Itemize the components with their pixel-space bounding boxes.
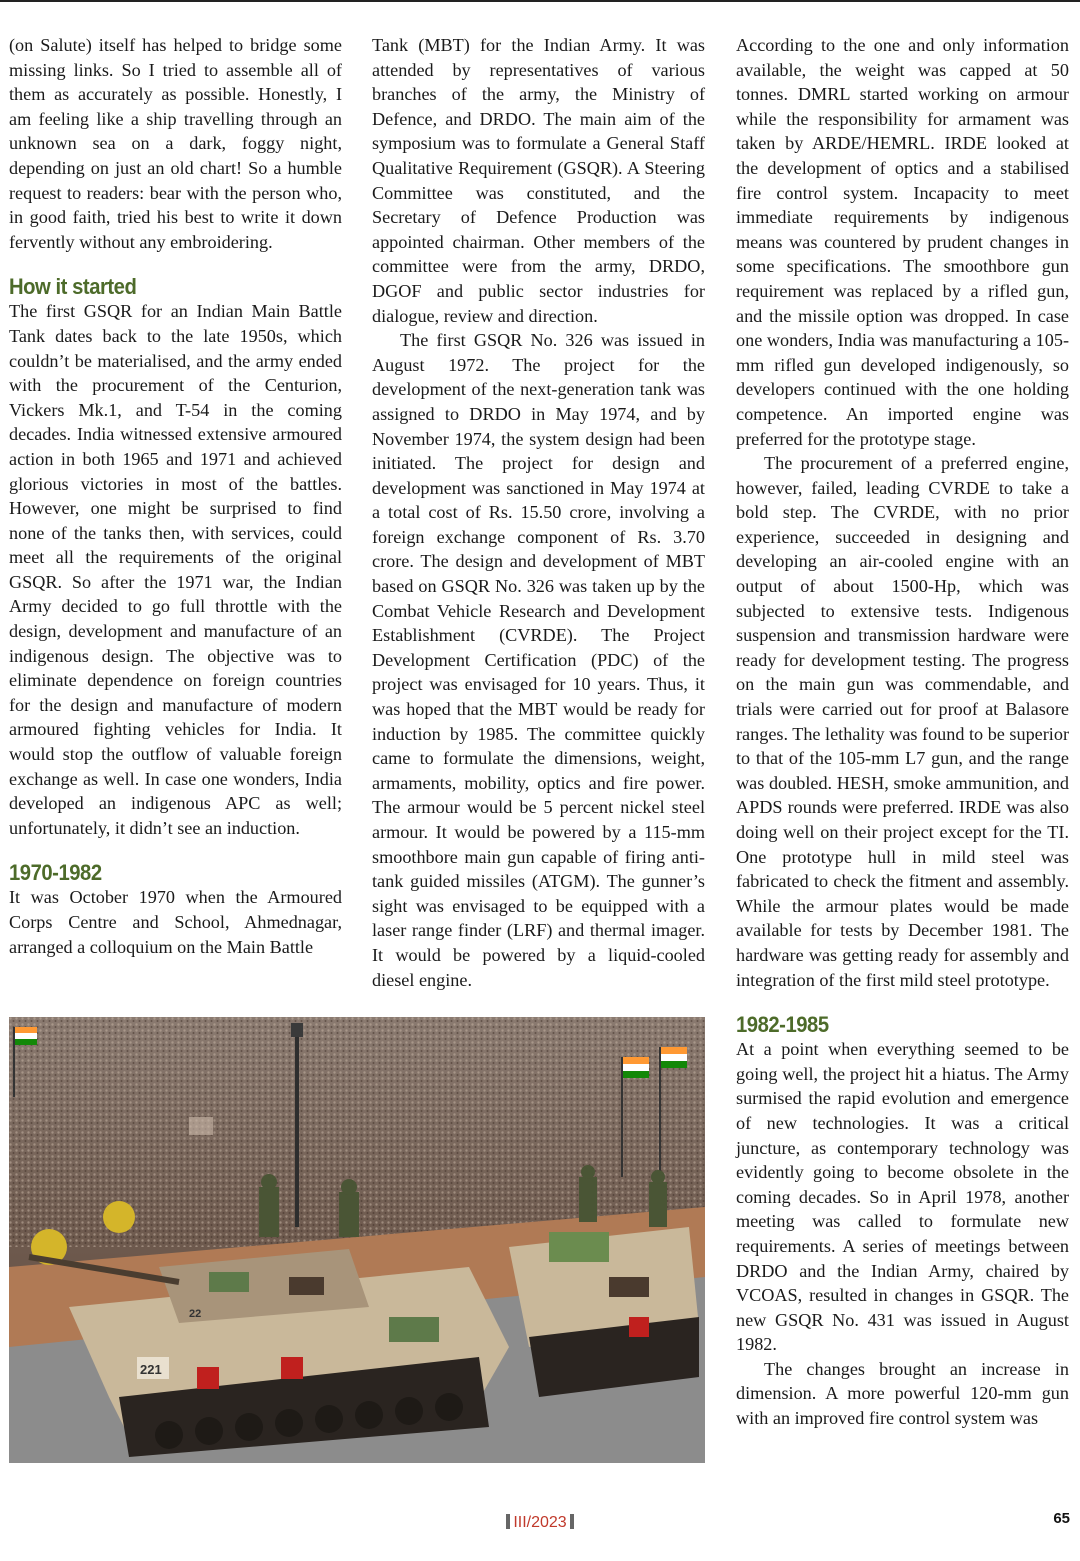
tank-number-221: 221 [140, 1362, 162, 1377]
column-1 [9, 33, 342, 959]
issue-label [0, 1514, 1080, 1532]
page-number: 65 [1053, 1510, 1070, 1527]
tank-parade-photo [9, 1017, 705, 1463]
symposium-paragraph: Tank (MBT) for the Indian Army. It was attended by representatives of various branches of the army, the Ministry of Defence, and DRDO. The main aim of the symposium was to formulate a General Staff Qualitative Requirement (GSQR). A Steering Committee was constituted, and the Secretary of Defence Production was appointed chairman. Other members of the committee were from the army, DRDO, DGOF and public sector industries for dialogue, review and direction. [372, 35, 705, 326]
section-heading-1970-1982: 1970-1982 [9, 860, 102, 886]
engine-paragraph: The procurement of a preferred engine, however, failed, leading CVRDE to take a bold step. The CVRDE, with no prior experience, succeeded in designing and developing an air-cooled engine with an output of about 1500-Hp, which was subjected to extensive tests. Indigenous suspension and transmission hardware were ready for development testing. The progress on the main gun was commendable, and trials were carried out for proof at Balasore ranges. The lethality was found to be superior to that of the 105-mm L7 gun, and the range was doubled. HESH, smoke ammunition, and APDS rounds were preferred. IRDE was also doing well on their project except for the TI. One prototype hull in mild steel was fabricated to check the fitment and assembly. While the armour plates would be made available for tests by December 1981. The hardware was getting ready for assembly and integration of the first mild steel prototype. [736, 453, 1070, 990]
how-it-started-paragraph: The first GSQR for an Indian Main Battle Tank dates back to the late 1950s, which couldn’t be materialised, and the army ended with the procurement of the Centurion, Vickers Mk.1, and T-54 in the coming decades. India witnessed extensive armoured action in both 1965 and 1971 and achieved glorious victories in most of the battles. However, one might be surprised to find none of the tanks then, with services, could meet all the requirements of the original GSQR. So after the 1971 war, the Indian Army decided to go full throttle with the design, development and manufacture of an indigenous design. The objective was to eliminate dependence on foreign countries for the design and manufacture of modern armoured fighting vehicles for India. It would stop the outflow of valuable foreign exchange as well. In case one wonders, India developed an indigenous APC as well; unfortunately, it didn’t see an induction. [9, 301, 342, 838]
tank-second [509, 1227, 699, 1397]
column-3 [736, 33, 1069, 1431]
intro-paragraph: (on Salute) itself has helped to bridge some missing links. So I tried to assemble all of them as accurately as possible. Honestly, I am feeling like a ship travelling through an unknown sea on a dark, foggy night, depending on just an old chart! So a humble request to readers: bear with the person who, in good faith, tried his best to write it down fervently without any embroidering. [9, 35, 342, 252]
section-heading-1982-1985: 1982-1985 [736, 1012, 829, 1038]
hiatus-paragraph: At a point when everything seemed to be going well, the project hit a hiatus. The Army surmised the rapid evolution and emergence of new technologies. It was a critical juncture, as contemporary technology was evidently going to become obsolete in the coming decades. So in April 1978, another meeting was called to formulate new requirements. A series of meetings between DRDO and the Indian Army, chaired by VCOAS, resulted in changes in GSQR. The new GSQR No. 431 was issued in August 1982. [736, 1039, 1069, 1355]
top-rule [0, 0, 1080, 2]
weight-paragraph: According to the one and only information available, the weight was capped at 50 tonnes. DMRL started working on armour while the responsibility for armament was taken by ARDE/HEMRL. IRDE looked at the development of optics and a stabilised fire control system. Incapacity to meet immediate requirements by indigenous means was countered by prudent changes in some specifications. The smoothbore gun requirement was replaced by a rifled gun, and the missile option was dropped. In case one wonders, India was manufacturing a 105-mm rifled gun developed indigenously, so developers continued with the one holding competence. An imported engine was preferred for the prototype stage. [736, 35, 1069, 449]
issue-text: III/2023 [513, 1514, 567, 1531]
colloquium-paragraph: It was October 1970 when the Armoured Corps Centre and School, Ahmednagar, arranged a colloquium on the Main Battle [9, 887, 342, 957]
section-heading-how-it-started: How it started [9, 274, 137, 300]
tank-number-22: 22 [189, 1308, 202, 1320]
changes-paragraph: The changes brought an increase in dimension. A more powerful 120-mm gun with an improved fire control system was [736, 1358, 1069, 1429]
column-2 [372, 33, 705, 992]
gsqr-326-paragraph: The first GSQR No. 326 was issued in August 1972. The project for the development of the next-generation tank was assigned to DRDO in May 1974, and by November 1974, the system design had been initiated. The project for design and development was sanctioned in May 1974 at a total cost of Rs. 15.50 crore, involving a foreign exchange component of Rs. 3.70 crore. The design and development of MBT based on GSQR No. 326 was taken up by the Combat Vehicle Research and Development Establishment (CVRDE). The Project Development Certification (PDC) of the project was envisaged for 10 years. Thus, it was hoped that the MBT would be ready for induction by 1985. The committee quickly came to formulate the dimensions, weight, armaments, mobility, optics and fire power. The armour would be 5 percent nickel steel armour. It would be powered by a 115-mm smoothbore main gun capable of firing anti-tank guided missiles (ATGM). The gunner’s sight was envisaged to be equipped with a laser range finder (LRF) and thermal imager. It would be powered by a liquid-cooled diesel engine. [372, 330, 705, 990]
